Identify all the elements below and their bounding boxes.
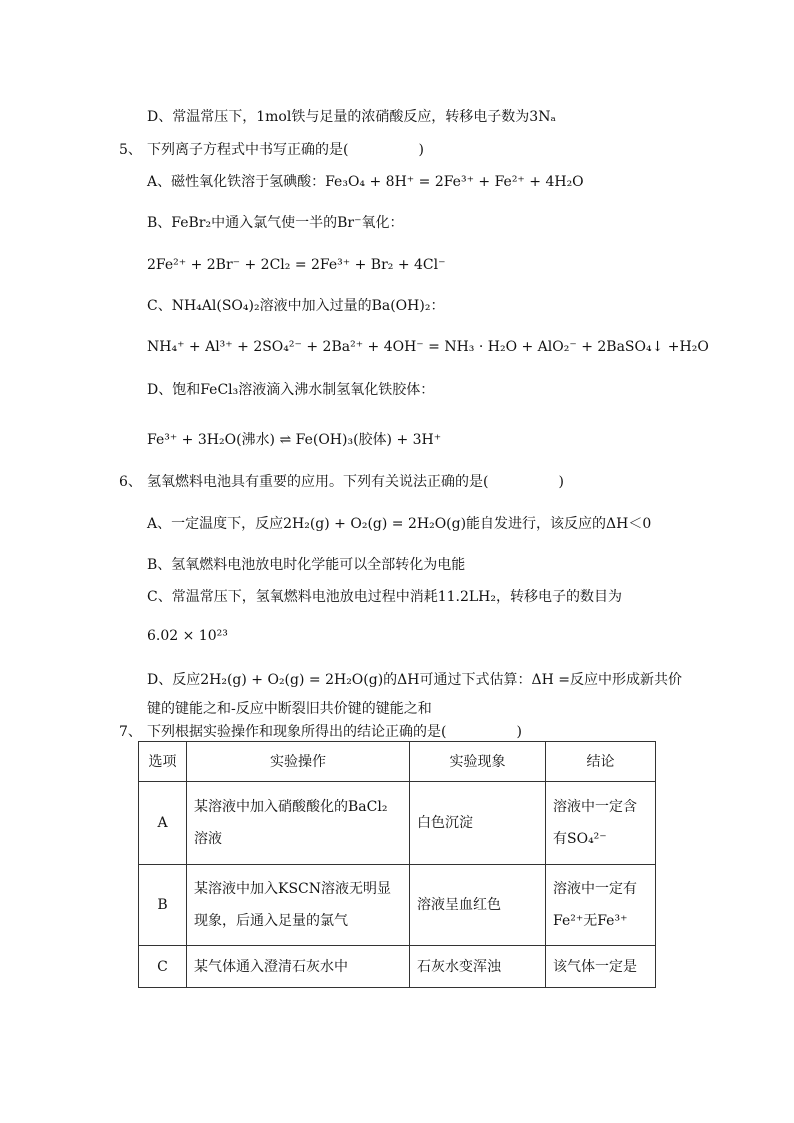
q5-option-c-line2: NH₄⁺ + Al³⁺ + 2SO₄²⁻ + 2Ba²⁺ + 4OH⁻ = NH₃ · H₂O + AlO₂⁻ + 2BaSO₄↓ +H₂O: [147, 339, 709, 355]
q7-stem: 下列根据实验操作和现象所得出的结论正确的是( ): [147, 724, 522, 740]
row-conclusion: 该气体一定是: [546, 946, 656, 988]
q6-option-c-line2: 6.02 × 10²³: [147, 628, 228, 644]
header-option: 选项: [139, 742, 187, 782]
row-operation: [187, 865, 410, 946]
row-conclusion-line: 有SO₄²⁻: [553, 831, 607, 847]
row-operation: [187, 782, 410, 865]
header-phenomenon: 实验现象: [410, 742, 546, 782]
table-header-row: [139, 742, 656, 782]
q5-number: 5、: [119, 142, 142, 158]
table-row: [139, 865, 656, 946]
row-phenomenon: 溶液呈血红色: [410, 865, 546, 946]
row-phenomenon: 石灰水变浑浊: [410, 946, 546, 988]
row-option: C: [139, 946, 187, 988]
q5-option-d-line2: Fe³⁺ + 3H₂O(沸水) ⇌ Fe(OH)₃(胶体) + 3H⁺: [147, 432, 442, 448]
q6-option-c-line1: C、常温常压下，氢氧燃料电池放电过程中消耗11.2LH₂，转移电子的数目为: [147, 589, 623, 605]
q6-option-d-line1: D、反应2H₂(g) + O₂(g) = 2H₂O(g)的ΔH可通过下式估算：ΔH =反应中形成新共价: [147, 672, 682, 688]
row-conclusion: [546, 782, 656, 865]
row-operation: 某气体通入澄清石灰水中: [187, 946, 410, 988]
q5-stem: 下列离子方程式中书写正确的是( ): [147, 142, 424, 158]
q4-option-d: D、常温常压下，1mol铁与足量的浓硝酸反应，转移电子数为3Nₐ: [147, 109, 556, 125]
q5-option-b-line1: B、FeBr₂中通入氯气使一半的Br⁻氧化：: [147, 215, 404, 231]
row-phenomenon: 白色沉淀: [410, 782, 546, 865]
q6-option-d-line2: 键的键能之和-反应中断裂旧共价键的键能之和: [147, 701, 432, 717]
answer-table: [138, 741, 656, 988]
row-conclusion: [546, 865, 656, 946]
q5-option-a: A、磁性氧化铁溶于氢碘酸：Fe₃O₄ + 8H⁺ = 2Fe³⁺ + Fe²⁺ + 4H₂O: [147, 174, 584, 190]
q6-option-b: B、氢氧燃料电池放电时化学能可以全部转化为电能: [147, 557, 466, 573]
table-row: [139, 946, 656, 988]
q6-number: 6、: [119, 474, 142, 490]
row-operation-line: 溶液: [194, 831, 222, 847]
row-operation-line: 某溶液中加入硝酸酸化的BaCl₂: [194, 799, 388, 815]
q5-option-d-line1: D、饱和FeCl₃溶液滴入沸水制氢氧化铁胶体：: [147, 382, 435, 398]
row-conclusion-line: 溶液中一定含: [553, 799, 637, 815]
table-row: [139, 782, 656, 865]
row-operation-line: 某溶液中加入KSCN溶液无明显: [194, 881, 392, 897]
q7-number: 7、: [119, 724, 142, 740]
header-operation: 实验操作: [187, 742, 410, 782]
row-conclusion-line: Fe²⁺无Fe³⁺: [553, 913, 628, 929]
row-option: B: [139, 865, 187, 946]
q5-option-b-line2: 2Fe²⁺ + 2Br⁻ + 2Cl₂ = 2Fe³⁺ + Br₂ + 4Cl⁻: [147, 257, 446, 273]
row-operation-line: 现象，后通入足量的氯气: [194, 913, 348, 929]
header-conclusion: 结论: [546, 742, 656, 782]
row-conclusion-line: 溶液中一定有: [553, 881, 637, 897]
q5-option-c-line1: C、NH₄Al(SO₄)₂溶液中加入过量的Ba(OH)₂：: [147, 298, 445, 314]
q6-stem: 氢氧燃料电池具有重要的应用。下列有关说法正确的是( ): [147, 474, 564, 490]
row-option: A: [139, 782, 187, 865]
q6-option-a: A、一定温度下，反应2H₂(g) + O₂(g) = 2H₂O(g)能自发进行，该反应的ΔH＜0: [147, 516, 652, 532]
